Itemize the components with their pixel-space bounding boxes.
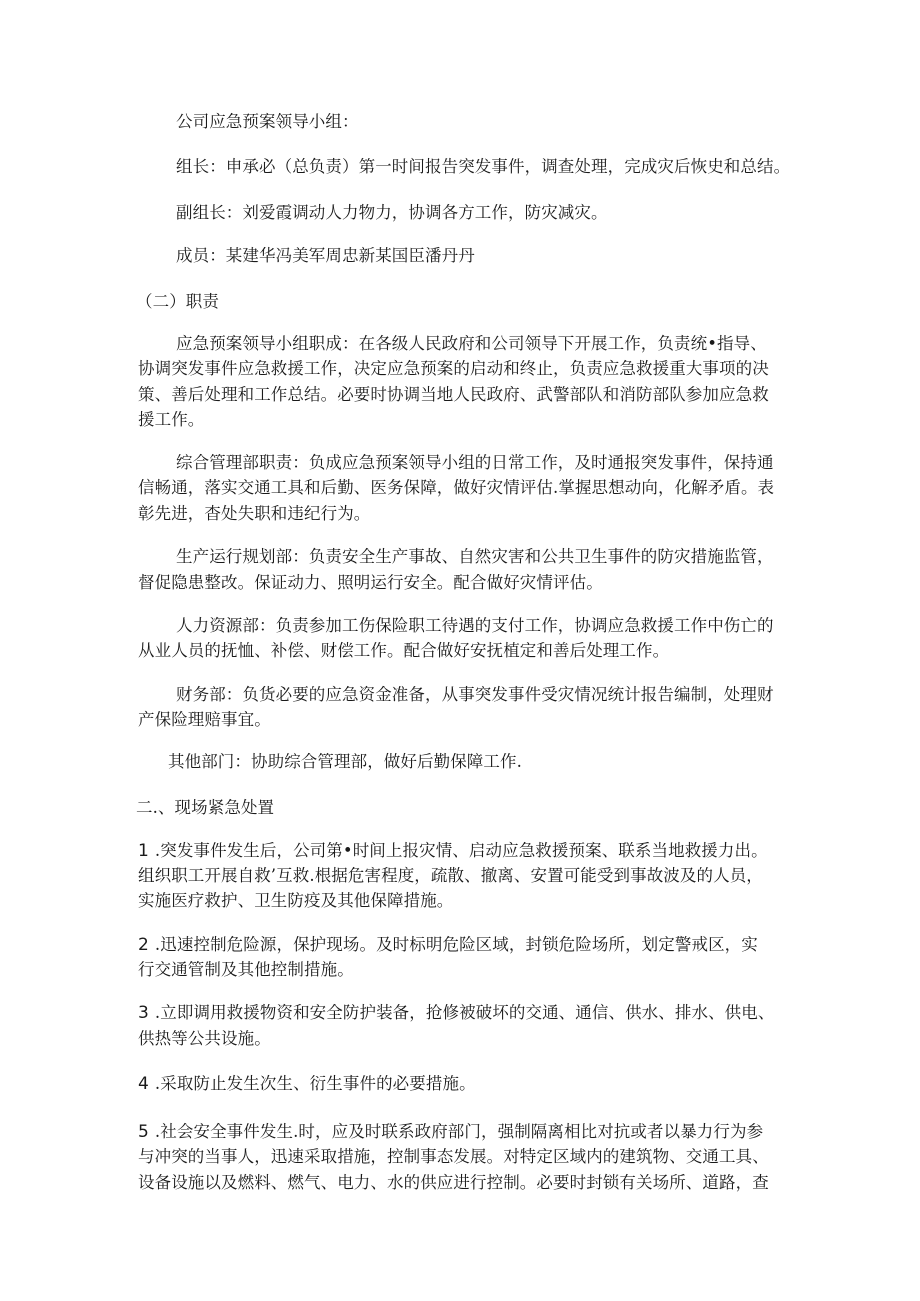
list-item-line: 供热等公共设施。 bbox=[138, 1029, 271, 1048]
list-item-line: 5 .社会安全事件发生.时，应及时联系政府部门，强制隔离相比对抗或者以暴力行为参 bbox=[138, 1122, 764, 1142]
item-number: 2 bbox=[138, 935, 149, 955]
paragraph-line: 协调突发事件应急救援工作，决定应急预案的启动和终止，负责应急救援重大事项的决 bbox=[138, 359, 769, 378]
paragraph-line: 生产运行规划部：负责安全生产事故、自然灾害和公共卫生事件的防灾措施监管， bbox=[176, 547, 774, 566]
deputy-line: 副组长：刘爱霞调动人力物力，协调各方工作，防灾减灾。 bbox=[176, 203, 608, 222]
paragraph-line: 人力资源部：负责参加工伤保险职工待遇的支付工作，协调应急救援工作中伤亡的 bbox=[176, 616, 774, 635]
paragraph-line: 应急预案领导小组职成：在各级人民政府和公司领导下开展工作，负责统•指导、 bbox=[176, 334, 767, 353]
list-item-line: 组织职工开展自救’互救.根据危害程度，疏散、撤离、安置可能受到事故波及的人员， bbox=[138, 866, 763, 885]
list-item-line: 设备设施以及燃料、燃气、电力、水的供应进行控制。必要时封锁有关场所、道路，查 bbox=[138, 1173, 769, 1192]
paragraph-line: 信畅通，落实交通工具和后勤、医务保障，做好灾情评估.掌握思想动向，化解矛盾。表 bbox=[138, 478, 775, 497]
list-item-line: 实施医疗救护、卫生防疫及其他保障措施。 bbox=[138, 891, 454, 910]
paragraph-line: 产保险理赔事宜。 bbox=[138, 710, 271, 729]
list-item-line: 2 .迅速控制危险源，保护现场。及时标明危险区域，封锁危险场所，划定警戒区，实 bbox=[138, 935, 758, 955]
leader-line: 组长：申承必（总负责）第一时间报告突发事件，调查处理，完成灾后恢史和总结。 bbox=[176, 157, 791, 176]
list-item-line: 与冲突的当事人，迅速采取措施，控制事态发展。对特定区域内的建筑物、交通工具、 bbox=[138, 1147, 769, 1166]
item-number: 1 bbox=[138, 841, 149, 861]
list-item-line: 4 .采取防止发生次生、衍生事件的必要措施。 bbox=[138, 1074, 476, 1094]
paragraph-line: 督促隐患整改。保证动力、照明运行安全。配合做好灾情评估。 bbox=[138, 573, 603, 592]
list-item-line: 行交通管制及其他控制措施。 bbox=[138, 960, 354, 979]
duties-heading: （二）职责 bbox=[136, 292, 219, 311]
paragraph-line: 援工作。 bbox=[138, 410, 205, 429]
paragraph-line: 从业人员的抚恤、补偿、财偿工作。配合做好安抚植定和善后处理工作。 bbox=[138, 641, 670, 660]
paragraph-line: 彰先进，杳处失职和违纪行为。 bbox=[138, 504, 371, 523]
paragraph-line: 策、善后处理和工作总结。必要时协调当地人民政府、武警部队和消防部队参加应急救 bbox=[138, 385, 769, 404]
item-number: 4 bbox=[138, 1074, 149, 1094]
members-line: 成员：某建华冯美军周忠新某国臣潘丹丹 bbox=[176, 246, 475, 265]
list-item-line: 3 .立即调用救援物资和安全防护装备，抢修被破坏的交通、通信、供水、排水、供电、 bbox=[138, 1003, 775, 1023]
item-number: 3 bbox=[138, 1003, 149, 1023]
paragraph-line: 财务部：负货必要的应急资金准备，从事突发事件受灾情况统计报告编制，处理财 bbox=[176, 685, 774, 704]
list-item-line: 1 .突发事件发生后，公司第•时间上报灾情、启动应急救援预案、联系当地救援力出。 bbox=[138, 841, 768, 861]
duty-paragraph-other: 其他部门：协助综合管理部，做好后勤保障工作. bbox=[168, 752, 522, 771]
leadership-heading: 公司应急预案领导小组： bbox=[176, 112, 359, 131]
emergency-heading: 二.、现场紧急处置 bbox=[136, 798, 275, 817]
item-number: 5 bbox=[138, 1122, 149, 1142]
paragraph-line: 综合管理部职责：负成应急预案领导小组的日常工作，及时通报突发事件，保持通 bbox=[176, 453, 774, 472]
